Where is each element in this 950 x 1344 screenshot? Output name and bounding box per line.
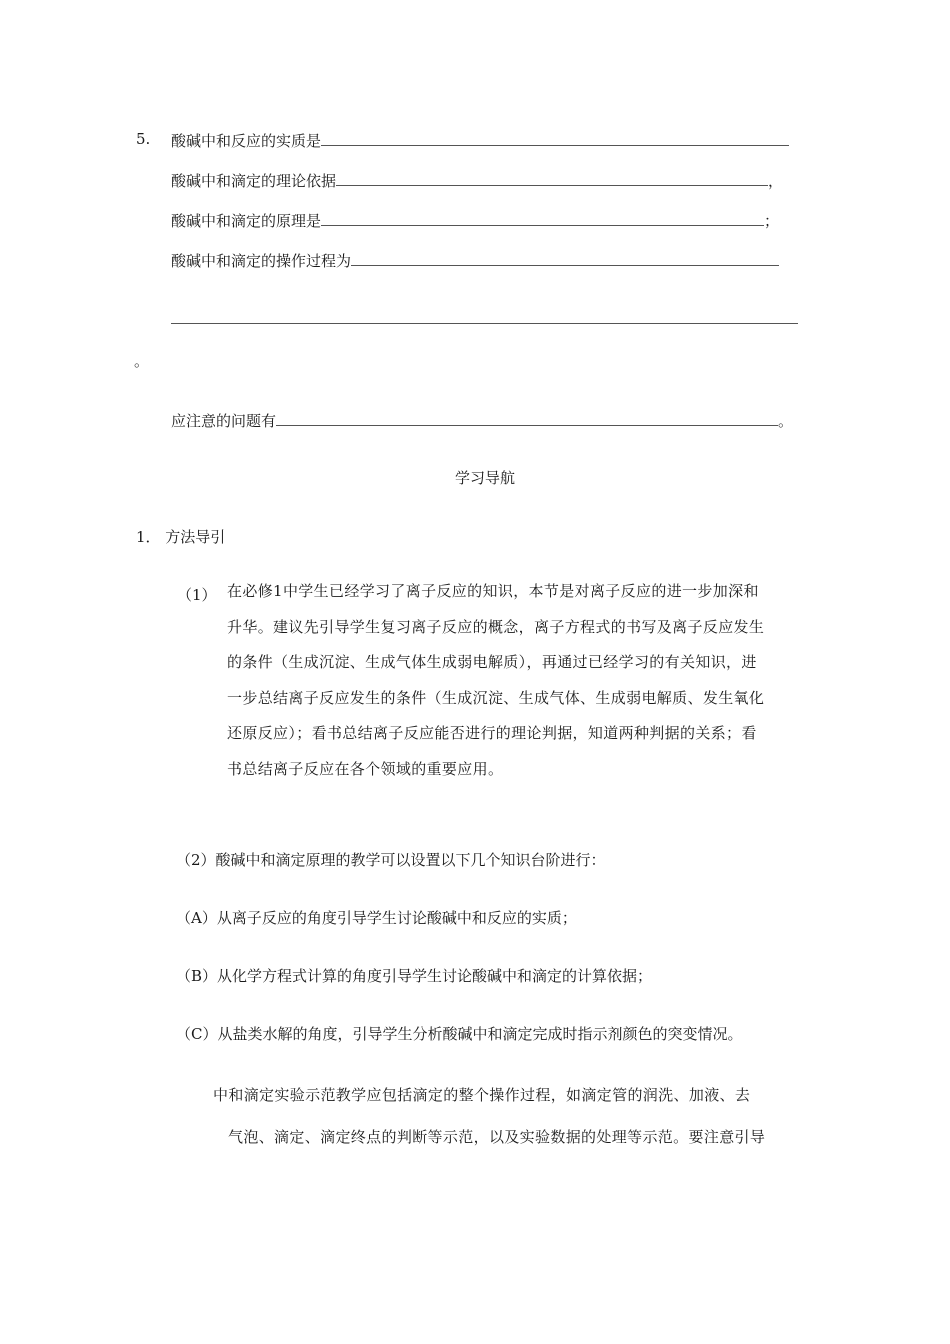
method-title: 1． 方法导引	[136, 528, 226, 546]
answer-blank-3[interactable]	[321, 210, 764, 226]
item-1-paragraph	[227, 574, 764, 787]
section-heading: 学习导航	[455, 469, 516, 487]
fill-line-3-end: ；	[764, 212, 780, 230]
fill-line-2	[171, 170, 783, 191]
fill-line-3	[171, 210, 779, 231]
fill-line-6-end: 。	[778, 412, 794, 430]
item-c: （C）从盐类水解的角度，引导学生分析酸碱中和滴定完成时指示剂颜色的突变情况。	[176, 1025, 743, 1043]
demo-paragraph	[213, 1074, 765, 1158]
demo-line: 中和滴定实验示范教学应包括滴定的整个操作过程，如滴定管的润洗、加液、去	[213, 1086, 751, 1104]
item-1-marker: （1）	[177, 586, 217, 604]
answer-blank-1[interactable]	[321, 130, 789, 146]
fill-line-2-end: ，	[768, 172, 784, 190]
fill-line-6	[171, 410, 793, 431]
period-mark: 。	[134, 352, 150, 370]
answer-blank-2[interactable]	[336, 170, 768, 186]
question-number: 5.	[136, 130, 151, 148]
fill-line-2-label: 酸碱中和滴定的理论依据	[171, 172, 337, 190]
item-1-line: 升华。建议先引导学生复习离子反应的概念，离子方程式的书写及离子反应发生	[227, 617, 765, 636]
fill-line-1-label: 酸碱中和反应的实质是	[171, 132, 322, 150]
item-1-line: 的条件（生成沉淀、生成气体生成弱电解质），再通过已经学习的有关知识，进	[227, 653, 757, 671]
demo-line: 气泡、滴定、滴定终点的判断等示范，以及实验数据的处理等示范。要注意引导	[228, 1128, 766, 1146]
item-1-line: 书总结离子反应在各个领域的重要应用。	[227, 759, 504, 778]
item-2: （2）酸碱中和滴定原理的教学可以设置以下几个知识台阶进行：	[176, 851, 606, 869]
item-1-line: 还原反应）；看书总结离子反应能否进行的理论判据，知道两种判据的关系；看	[227, 724, 757, 742]
fill-line-4-label: 酸碱中和滴定的操作过程为	[171, 252, 352, 270]
answer-blank-4[interactable]	[351, 250, 779, 266]
item-1-line: 一步总结离子反应发生的条件（生成沉淀、生成气体、生成弱电解质、发生氧化	[227, 688, 765, 707]
fill-line-1	[171, 130, 789, 151]
fill-line-4	[171, 250, 779, 271]
fill-line-3-label: 酸碱中和滴定的原理是	[171, 212, 322, 230]
answer-blank-5[interactable]	[171, 323, 798, 324]
fill-line-6-label: 应注意的问题有	[171, 412, 277, 430]
item-1-line: 在必修1中学生已经学习了离子反应的知识，本节是对离子反应的进一步加深和	[227, 582, 759, 600]
item-b: （B）从化学方程式计算的角度引导学生讨论酸碱中和滴定的计算依据；	[176, 967, 653, 985]
answer-blank-6[interactable]	[276, 410, 778, 426]
item-a: （A）从离子反应的角度引导学生讨论酸碱中和反应的实质；	[176, 909, 577, 927]
